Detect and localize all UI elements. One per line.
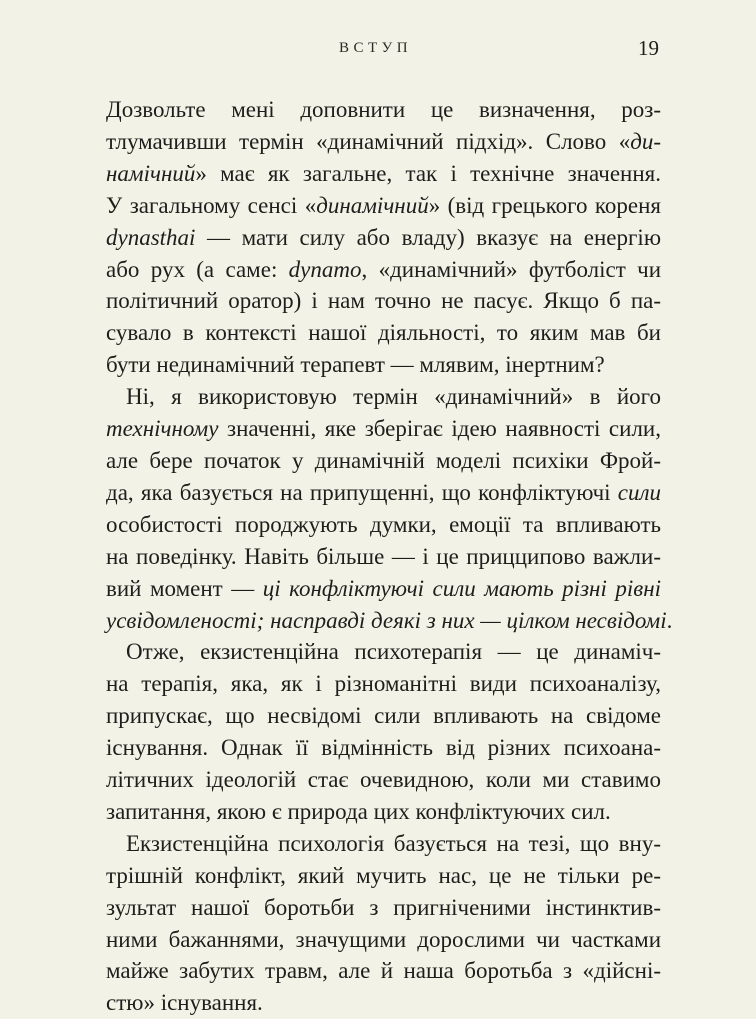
text-span: особистості породжують думки, емоції та впливають: [106, 511, 661, 537]
text-line: [106, 955, 661, 987]
text-span: Екзистенційна психологія базується на тезі, що вну-: [126, 830, 661, 856]
paragraph: [106, 636, 661, 827]
text-line: [106, 764, 661, 796]
text-line: [106, 892, 661, 924]
text-line: [106, 317, 661, 349]
text-span: тлумачивши термін «динамічний підхід». Слово «: [106, 128, 631, 154]
text-line: [106, 445, 661, 477]
text-span: Отже, екзистенційна психотерапія — це динаміч-: [126, 639, 661, 665]
italic-text: ди-: [630, 128, 661, 154]
text-span: Ні, я використовую термін «динамічний» в його: [126, 384, 661, 410]
text-span: але бере початок у динамічній моделі психіки Фрой-: [106, 447, 661, 473]
text-span: .: [666, 607, 673, 633]
text-line: [106, 477, 661, 509]
text-line: [106, 605, 673, 637]
text-span: да, яка базується на припущенні, що конфліктуючі: [106, 479, 618, 505]
text-line: [106, 541, 661, 573]
text-line: [106, 158, 661, 190]
text-span: зультат нашої боротьби з пригніченими інстинктив-: [106, 894, 661, 920]
text-line: [106, 94, 661, 126]
page-header: [0, 36, 756, 66]
text-line: [106, 509, 661, 541]
text-line: [106, 381, 661, 413]
text-span: Дозвольте мені доповнити це визначення, роз-: [106, 97, 661, 122]
text-line: [106, 636, 661, 668]
text-span: » має як загальне, так і технічне значення.: [195, 160, 661, 186]
text-line: [106, 573, 661, 605]
text-line: [106, 222, 661, 254]
text-span: значенні, яке зберігає ідею наявності сили,: [218, 416, 661, 442]
text-line: [106, 668, 661, 700]
text-span: , «динамічний» футболіст чи: [361, 256, 662, 282]
text-line: [106, 413, 661, 445]
text-span: вий момент —: [106, 575, 263, 601]
body-text: [106, 94, 673, 1019]
text-span: — мати силу або владу) вказує на енергію: [195, 224, 661, 250]
text-line: [106, 285, 661, 317]
italic-text: ці конфліктуючі сили мають різні рівні: [262, 575, 662, 601]
italic-text: dynamo: [288, 256, 362, 282]
paragraph: [106, 381, 673, 636]
text-span: сувало в контексті нашої діяльності, то яким мав би: [106, 320, 661, 346]
page-number: 19: [638, 36, 659, 60]
text-span: У загальному сенсі «: [106, 192, 317, 218]
text-line: [106, 828, 661, 860]
text-span: бути нединамічний терапевт — млявим, інертним?: [106, 352, 605, 378]
text-line: [106, 796, 661, 828]
text-line: [106, 349, 661, 381]
paragraph: [106, 94, 661, 381]
text-line: [106, 860, 661, 892]
text-span: на поведінку. Навіть більше — і це прицципово важли-: [106, 543, 661, 569]
text-span: майже забутих травм, але й наша боротьба з «дійсні-: [106, 958, 661, 984]
running-head: ВСТУП: [339, 40, 413, 56]
text-span: трішній конфлікт, який мучить нас, це не тільки ре-: [106, 862, 661, 888]
text-line: [106, 254, 661, 286]
text-span: існування. Однак її відмінність від різних психоана-: [106, 735, 661, 761]
text-line: [106, 190, 661, 222]
text-span: » (від грецького кореня: [428, 192, 661, 218]
italic-text: dynasthai: [106, 224, 196, 250]
text-span: літичних ідеологій стає очевидною, коли ми ставимо: [106, 767, 661, 793]
paragraph: [106, 828, 661, 1019]
text-span: стю» існування.: [106, 990, 263, 1016]
text-line: [106, 987, 661, 1019]
text-span: на терапія, яка, як і різноманітні види психоаналізу,: [106, 671, 661, 697]
text-span: припускає, що несвідомі сили впливають на свідоме: [106, 703, 661, 729]
italic-text: усвідомленості; насправді деякі з них — цілком несвідомі: [106, 607, 667, 633]
italic-text: сили: [617, 479, 661, 505]
text-line: [106, 700, 661, 732]
text-line: [106, 126, 661, 158]
text-span: політичний оратор) і нам точно не пасує. Якщо б па-: [106, 288, 661, 314]
italic-text: намічний: [106, 160, 196, 186]
text-line: [106, 732, 661, 764]
italic-text: технічному: [106, 416, 219, 442]
text-span: запитання, якою є природа цих конфліктуючих сил.: [106, 798, 611, 824]
text-line: [106, 924, 661, 956]
text-span: ними бажаннями, значущими дорослими чи частками: [106, 926, 661, 952]
text-span: або рух (а саме:: [106, 256, 289, 282]
italic-text: динамічний: [316, 192, 429, 218]
